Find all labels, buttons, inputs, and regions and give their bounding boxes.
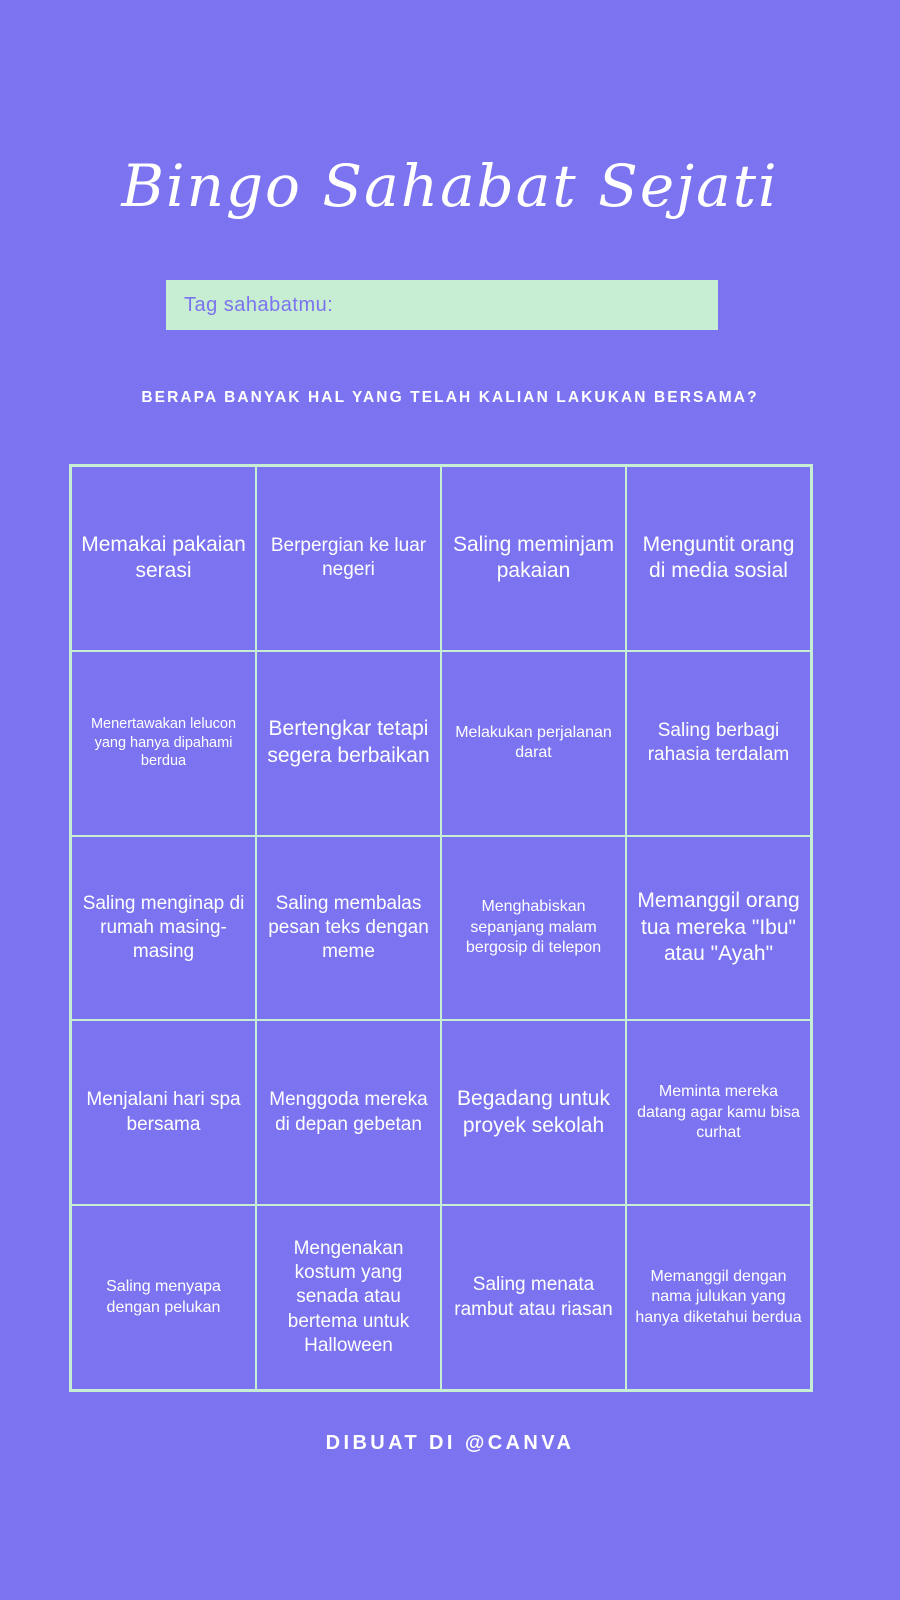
bingo-cell-label: Memanggil dengan nama julukan yang hanya diketahui berdua — [635, 1267, 802, 1326]
subtitle: BERAPA BANYAK HAL YANG TELAH KALIAN LAKUKAN BERSAMA? — [141, 389, 759, 406]
bingo-cell[interactable] — [441, 836, 626, 1021]
bingo-cell-label: Memanggil orang tua mereka "Ibu" atau "Ayah" — [637, 888, 800, 966]
bingo-cell-label: Menertawakan lelucon yang hanya dipahami berdua — [90, 716, 237, 770]
bingo-cell[interactable] — [71, 466, 256, 651]
bingo-cell-label: Meminta mereka datang agar kamu bisa curhat — [637, 1083, 800, 1142]
bingo-cell[interactable] — [441, 651, 626, 836]
bingo-cell[interactable] — [71, 836, 256, 1021]
bingo-cell[interactable] — [626, 466, 811, 651]
bingo-cell-label: Begadang untuk proyek sekolah — [457, 1086, 610, 1137]
bingo-cell-label: Saling menata rambut atau riasan — [454, 1274, 613, 1320]
bingo-cell[interactable] — [626, 651, 811, 836]
bingo-cell-label: Menggoda mereka di depan gebetan — [269, 1089, 428, 1135]
bingo-grid — [69, 464, 813, 1392]
bingo-cell[interactable] — [71, 1020, 256, 1205]
bingo-cell-label: Mengenakan kostum yang senada atau bertema untuk Halloween — [287, 1237, 410, 1357]
bingo-cell-label: Saling membalas pesan teks dengan meme — [268, 892, 429, 963]
bingo-cell-label: Memakai pakaian serasi — [81, 532, 246, 583]
bingo-cell-label: Saling menginap di rumah masing-masing — [82, 892, 245, 963]
bingo-cell-label: Berpergian ke luar negeri — [270, 535, 427, 581]
bingo-cell-label: Menguntit orang di media sosial — [642, 532, 795, 583]
page-title: Bingo Sahabat Sejati — [121, 152, 779, 220]
tag-friend-field[interactable] — [166, 280, 718, 330]
bingo-cell[interactable] — [71, 651, 256, 836]
bingo-cell[interactable] — [256, 836, 441, 1021]
bingo-cell[interactable] — [626, 1020, 811, 1205]
bingo-cell[interactable] — [441, 1205, 626, 1390]
bingo-cell[interactable] — [256, 651, 441, 836]
bingo-cell-label: Saling meminjam pakaian — [452, 532, 615, 583]
footer-credit: DIBUAT DI @CANVA — [325, 1432, 575, 1454]
bingo-cell[interactable] — [256, 1205, 441, 1390]
bingo-cell[interactable] — [626, 1205, 811, 1390]
bingo-cell[interactable] — [626, 836, 811, 1021]
bingo-cell[interactable] — [441, 1020, 626, 1205]
bingo-cell-label: Menghabiskan sepanjang malam bergosip di telepon — [465, 898, 602, 957]
bingo-cell-label: Saling berbagi rahasia terdalam — [647, 719, 790, 766]
bingo-cell-label: Bertengkar tetapi segera berbaikan — [267, 717, 430, 768]
bingo-cell-label: Menjalani hari spa bersama — [86, 1089, 241, 1135]
tag-friend-label: Tag sahabatmu: — [184, 293, 334, 316]
bingo-cell[interactable] — [441, 466, 626, 651]
bingo-cell[interactable] — [256, 466, 441, 651]
bingo-cell-label: Saling menyapa dengan pelukan — [106, 1278, 221, 1316]
bingo-cell-label: Melakukan perjalanan darat — [455, 723, 612, 762]
bingo-cell[interactable] — [256, 1020, 441, 1205]
bingo-cell[interactable] — [71, 1205, 256, 1390]
